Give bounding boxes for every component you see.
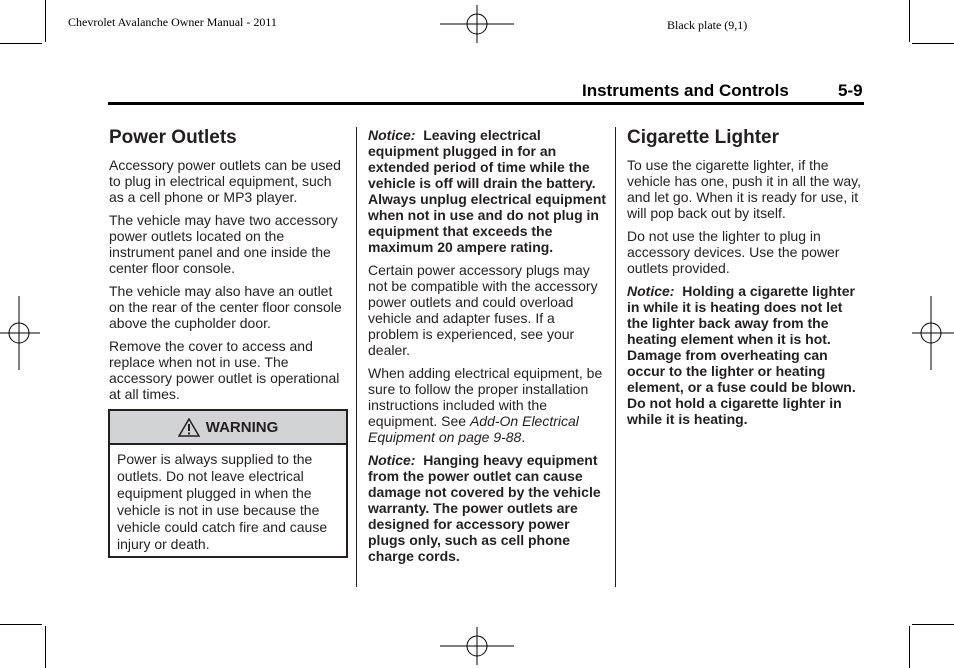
header-rule: [108, 102, 864, 105]
column-power-outlets-continued: [368, 127, 608, 571]
column-divider: [615, 127, 616, 587]
crop-mark: [909, 0, 910, 42]
warning-box: [108, 409, 348, 558]
warning-triangle-icon: [178, 418, 200, 437]
crop-mark: [912, 624, 954, 625]
paragraph: Remove the cover to access and replace when not in use. The accessory power outlet is operational at all times.: [109, 338, 340, 402]
slug-manual-title: Chevrolet Avalanche Owner Manual - 2011: [68, 15, 277, 29]
crop-mark: [912, 43, 954, 44]
notice-paragraph: [627, 283, 865, 427]
crop-mark: [45, 0, 46, 42]
notice-paragraph: [368, 452, 608, 564]
paragraph: The vehicle may also have an outlet on the rear of the center floor console above the cupholder door.: [109, 283, 342, 331]
crop-mark: [45, 626, 46, 668]
crop-mark: [0, 624, 42, 625]
paragraph: [368, 365, 608, 445]
notice-label: Notice:: [368, 127, 416, 143]
registration-mark-icon: [440, 5, 514, 43]
column-power-outlets: [109, 127, 347, 409]
paragraph-text: When adding electrical equipment, be sure to follow the proper installation instructions included with the equipment. See: [368, 365, 603, 429]
paragraph: The vehicle may have two accessory power outlets located on the instrument panel and one inside the center floor console.: [109, 212, 338, 276]
heading-cigarette-lighter: Cigarette Lighter: [627, 127, 780, 148]
section-title: Instruments and Controls: [582, 81, 789, 100]
paragraph: Certain power accessory plugs may not be compatible with the accessory power outlets and could overload vehicle and adapter fuses. If a problem is experienced, see your dealer.: [368, 262, 598, 358]
registration-mark-icon: [440, 627, 514, 665]
warning-text: Power is always supplied to the outlets. Do not leave electrical equipment plugged in when the vehicle is not in use because the vehicle could catch fire and cause injury or death.: [117, 451, 328, 552]
crop-mark: [0, 43, 42, 44]
registration-mark-icon: [912, 296, 954, 370]
notice-label: Notice:: [627, 283, 675, 299]
slug-plate-info: Black plate (9,1): [667, 18, 748, 32]
notice-text: Holding a cigarette lighter in while it is heating does not let the lighter back away from the heating element when it is hot. Damage from overheating can occur to the lighter or heating element, or a fuse could be blown. Do not hold a cigarette lighter in while it is heating.: [627, 283, 856, 427]
paragraph: To use the cigarette lighter, if the vehicle has one, push it in all the way, and let go. When it is ready for use, it will pop back out by itself.: [627, 157, 861, 221]
warning-header: [110, 411, 346, 445]
column-divider: [356, 127, 357, 587]
paragraph: Do not use the lighter to plug in accessory devices. Use the power outlets provided.: [627, 228, 840, 276]
registration-mark-icon: [0, 296, 40, 370]
heading-power-outlets: Power Outlets: [109, 127, 237, 148]
page-number: 5-9: [838, 81, 863, 100]
paragraph-text: .: [521, 429, 526, 445]
notice-text: Leaving electrical equipment plugged in for an extended period of time while the vehicle is off will drain the battery. Always unplug electrical equipment when not in use and do not plug in equipment that exceeds the maximum 20 ampere rating.: [368, 127, 607, 255]
notice-label: Notice:: [368, 452, 416, 468]
paragraph: Accessory power outlets can be used to plug in electrical equipment, such as a cell phone or MP3 player.: [109, 157, 341, 205]
warning-label: WARNING: [205, 418, 279, 436]
cross-reference-link[interactable]: Add-On Electrical Equipment on page 9-88: [368, 413, 579, 445]
notice-text: Hanging heavy equipment from the power outlet can cause damage not covered by the vehicle warranty. The power outlets are designed for accessory power plugs only, such as cell phone charge cords.: [368, 452, 601, 564]
crop-mark: [909, 626, 910, 668]
notice-paragraph: [368, 127, 608, 255]
column-cigarette-lighter: [627, 127, 865, 434]
